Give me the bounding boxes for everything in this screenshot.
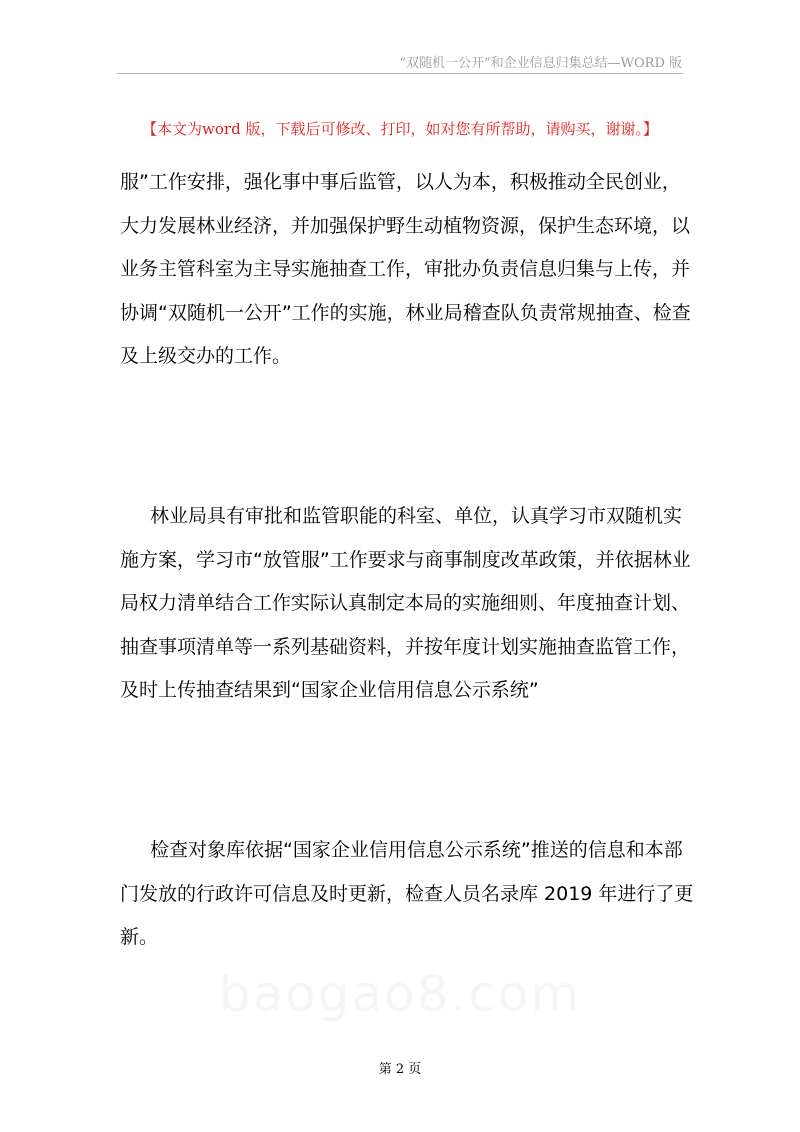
paragraph-line: 及上级交办的工作。 xyxy=(120,345,292,367)
watermark xyxy=(0,965,800,1023)
download-notice: 【本文为word 版，下载后可修改、打印，如对您有所帮助，请购买，谢谢。】 xyxy=(142,120,658,138)
paragraph-line: 及时上传抽查结果到“国家企业信用信息公示系统” xyxy=(120,679,539,701)
paragraph-line: 业务主管科室为主导实施抽查工作，审批办负责信息归集与上传，并 xyxy=(120,258,691,280)
paragraph-1 xyxy=(120,161,691,379)
paragraph-line: 协调“双随机一公开”工作的实施，林业局稽查队负责常规抽查、检查 xyxy=(120,301,691,324)
page-number: 第 2 页 xyxy=(378,1062,422,1077)
header-divider xyxy=(117,73,683,74)
paragraph-line: 抽查事项清单等一系列基础资料，并按年度计划实施抽查监管工作， xyxy=(120,635,691,658)
paragraph-line: 施方案，学习市“放管服”工作要求与商事制度改革政策，并依据林业 xyxy=(120,548,691,571)
paragraph-3 xyxy=(120,829,694,960)
paragraph-line: 检查对象库依据“国家企业信用信息公示系统”推送的信息和本部 xyxy=(150,839,683,861)
paragraph-line: 局权力清单结合工作实际认真制定本局的实施细则、年度抽查计划、 xyxy=(120,592,691,614)
paragraph-line: 大力发展林业经济，并加强保护野生动植物资源，保护生态环境，以 xyxy=(120,214,691,237)
paragraph-line: 服”工作安排，强化事中事后监管，以人为本，积极推动全民创业， xyxy=(120,171,681,193)
document-header-title: “双随机一公开”和企业信息归集总结—WORD 版 xyxy=(399,56,682,71)
paragraph-line: 门发放的行政许可信息及时更新，检查人员名录库 2019 年进行了更 xyxy=(120,882,694,905)
paragraph-line: 林业局具有审批和监管职能的科室、单位，认真学习市双随机实 xyxy=(150,505,683,527)
paragraph-line: 新。 xyxy=(120,926,159,948)
paragraph-2 xyxy=(120,495,691,713)
